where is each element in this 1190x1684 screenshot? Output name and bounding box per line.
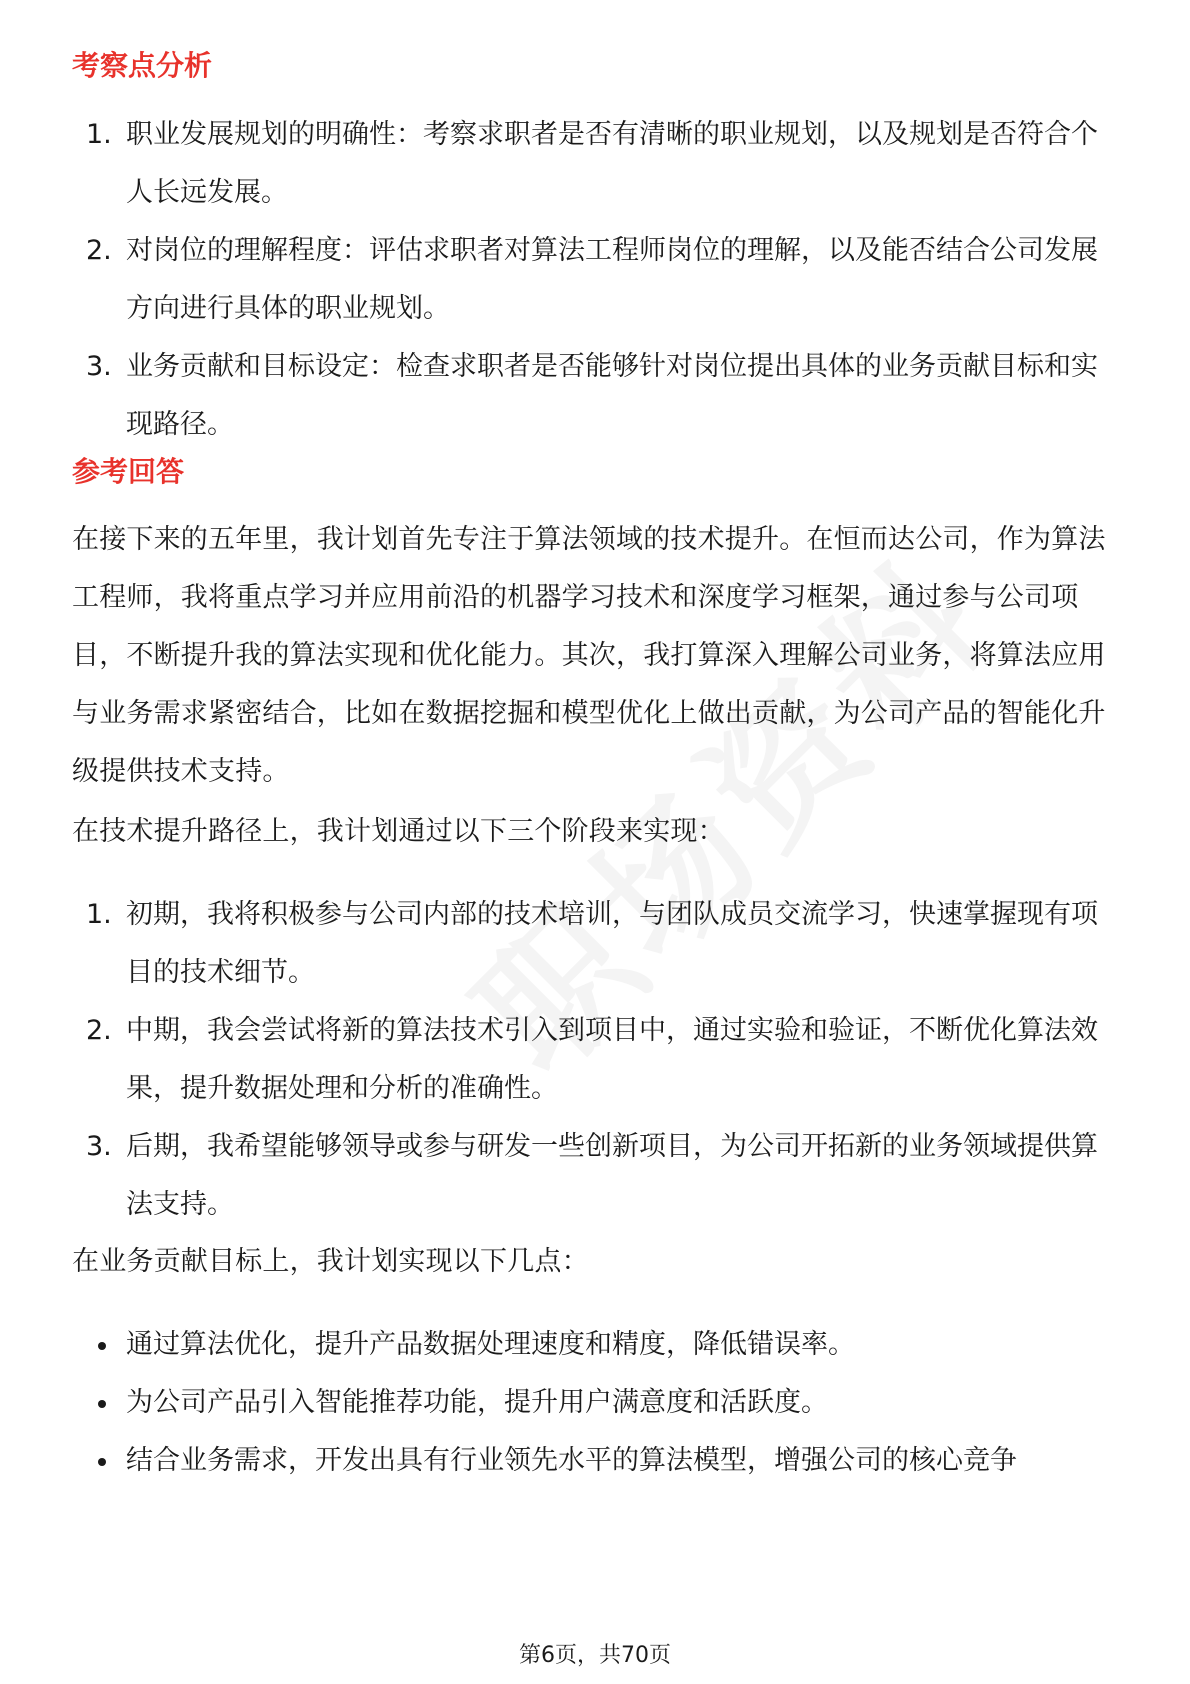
list-item (72, 1374, 1122, 1432)
list-item (72, 222, 1122, 338)
section-heading-analysis: 考察点分析 (72, 49, 213, 82)
list-item-text: 通过算法优化，提升产品数据处理速度和精度，降低错误率。 (126, 1329, 855, 1360)
list-item (72, 886, 1122, 1002)
list-item-text: 中期，我会尝试将新的算法技术引入到项目中，通过实验和验证，不断优化算法效果，提升数据处理和分析的准确性。 (126, 1015, 1098, 1104)
answer-paragraph-1: 在接下来的五年里，我计划首先专注于算法领域的技术提升。在恒而达公司，作为算法工程师，我将重点学习并应用前沿的机器学习技术和深度学习框架，通过参与公司项目，不断提升我的算法实现和优化能力。其次，我打算深入理解公司业务，将算法应用与业务需求紧密结合，比如在数据挖掘和模型优化上做出贡献，为公司产品的智能化升级提供技术支持。 (72, 524, 1106, 787)
list-item (72, 1316, 1122, 1374)
list-item-text: 为公司产品引入智能推荐功能，提升用户满意度和活跃度。 (126, 1387, 828, 1418)
analysis-list (72, 106, 1122, 454)
list-marker: 2. (86, 1015, 112, 1046)
bullet-icon (98, 1400, 106, 1408)
answer-paragraph-3: 在业务贡献目标上，我计划实现以下几点： (72, 1246, 589, 1277)
list-item-text: 后期，我希望能够领导或参与研发一些创新项目，为公司开拓新的业务领域提供算法支持。 (126, 1131, 1098, 1220)
goals-list (72, 1316, 1122, 1490)
list-item-text: 对岗位的理解程度：评估求职者对算法工程师岗位的理解，以及能否结合公司发展方向进行具体的职业规划。 (126, 235, 1098, 324)
list-item-text: 业务贡献和目标设定：检查求职者是否能够针对岗位提出具体的业务贡献目标和实现路径。 (126, 351, 1098, 440)
list-item (72, 1432, 1122, 1490)
stages-list (72, 886, 1122, 1234)
list-item-text: 初期，我将积极参与公司内部的技术培训，与团队成员交流学习，快速掌握现有项目的技术细节。 (126, 899, 1098, 988)
bullet-icon (98, 1342, 106, 1350)
bullet-icon (98, 1458, 106, 1466)
list-marker: 3. (86, 351, 112, 382)
list-marker: 1. (86, 899, 112, 930)
list-item-text: 职业发展规划的明确性：考察求职者是否有清晰的职业规划，以及规划是否符合个人长远发展。 (126, 119, 1098, 208)
list-item (72, 1002, 1122, 1118)
page-number: 第6页，共70页 (519, 1643, 671, 1668)
answer-paragraph-2: 在技术提升路径上，我计划通过以下三个阶段来实现： (72, 816, 725, 847)
list-marker: 3. (86, 1131, 112, 1162)
list-item (72, 106, 1122, 222)
list-marker: 2. (86, 235, 112, 266)
list-item-text: 结合业务需求，开发出具有行业领先水平的算法模型，增强公司的核心竞争 (126, 1445, 1017, 1476)
list-item (72, 1118, 1122, 1234)
list-marker: 1. (86, 119, 112, 150)
section-heading-answer: 参考回答 (72, 455, 185, 488)
list-item (72, 338, 1122, 454)
